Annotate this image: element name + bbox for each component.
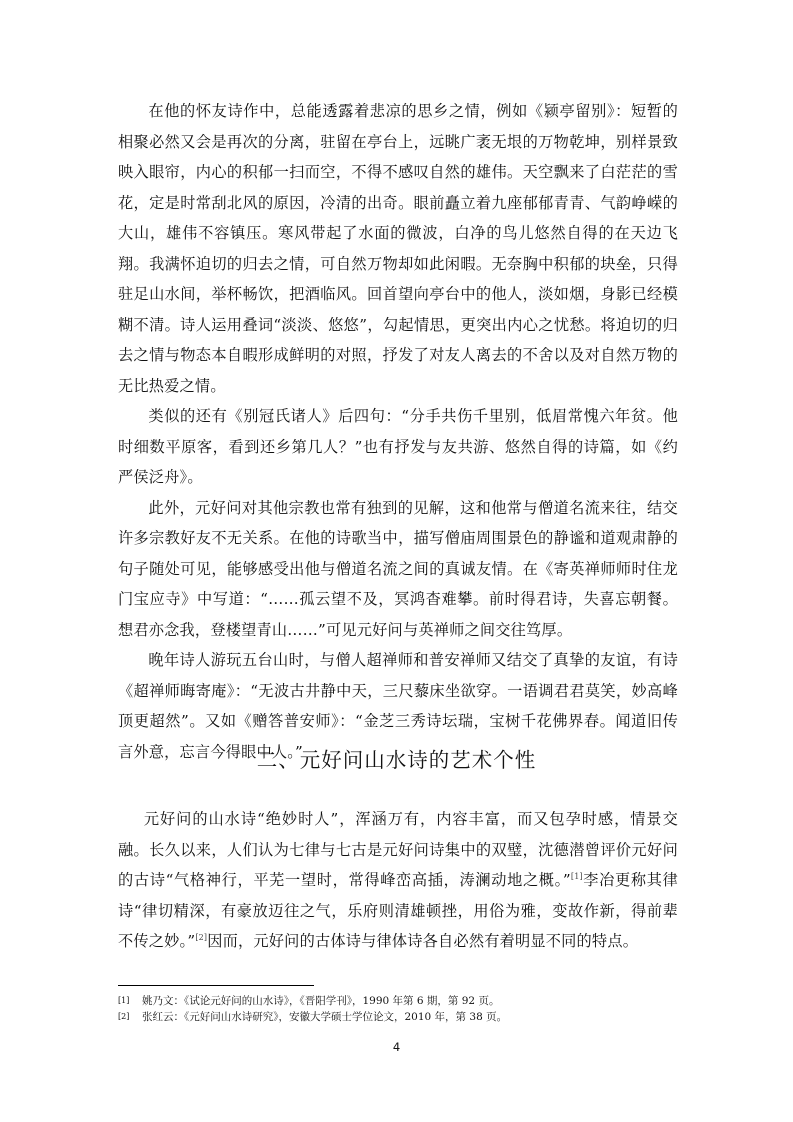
text-run-3: 因而，元好问的古体诗与律体诗各自必然有着明显不同的特点。 <box>207 932 639 950</box>
footnotes <box>118 993 678 1025</box>
footnote-mark: [2] <box>118 1012 130 1021</box>
footnote-ref-2[interactable]: [2] <box>195 933 208 942</box>
paragraph-religion: 此外，元好问对其他宗教也常有独到的见解，这和他常与僧道名流来往，结交许多宗教好友不无关系。在他的诗歌当中，描写僧庙周围景色的静谧和道观肃静的句子随处可见，能够感受出他与僧道名流之间的真诚友情。在《寄英禅师师时住龙门宝应寺》中写道：“……孤云望不及，冥鸿杳难攀。前时得君诗，失喜忘朝餐。想君亦念我，登楼望青山……”可见元好问与英禅师之间交往笃厚。 <box>118 498 678 639</box>
footnote-text: 张红云：《元好问山水诗研究》，安徽大学硕士学位论文，2010 年，第 38 页。 <box>142 1011 508 1023</box>
paragraph-wutaishan: 晚年诗人游玩五台山时，与僧人超禅师和普安禅师又结交了真挚的友谊，有诗《超禅师晦寄庵》：“无波古井静中天，三尺藜床坐欲穿。一语调君君莫笑，妙高峰顶更超然”。又如《赠答普安师》：“金芝三秀诗坛瑞，宝树千花佛界春。闻道旧传言外意，忘言今得眼中人。” <box>118 651 678 761</box>
paragraph-huaiyou: 在他的怀友诗作中，总能透露着悲凉的思乡之情，例如《颍亭留别》：短暂的相聚必然又会是再次的分离，驻留在亭台上，远眺广袤无垠的万物乾坤，别样景致映入眼帘，内心的积郁一扫而空，不得不感叹自然的雄伟。天空飘来了白茫茫的雪花，定是时常刮北风的原因，冷清的出奇。眼前矗立着九座郁郁青青、气韵峥嵘的大山，雄伟不容镇压。寒风带起了水面的微波，白净的鸟儿悠然自得的在天边飞翔。我满怀迫切的归去之情，可自然万物却如此闲暇。无奈胸中积郁的块垒，只得驻足山水间，举杯畅饮，把酒临风。回首望向亭台中的他人，淡如烟，身影已经模糊不清。诗人运用叠词“淡淡、悠悠”，勾起情思，更突出内心之忧愁。将迫切的归去之情与物态本自暇形成鲜明的对照，抒发了对友人离去的不舍以及对自然万物的无比热爱之情。 <box>118 102 678 395</box>
body-section-2 <box>118 804 678 957</box>
footnote-2 <box>118 1009 678 1025</box>
footnote-ref-1[interactable]: [1] <box>570 872 583 881</box>
text-run-2: 李冶更称其律诗“律切精深，有豪放迈往之气，乐府则清雄顿挫，用俗为雅，变故作新，得前辈不传之妙。” <box>118 871 678 950</box>
footnote-1 <box>118 993 678 1009</box>
text-run-1: 元好问的山水诗“绝妙时人”，浑涵万有，内容丰富，而又包孕时感，情景交融。长久以来，人们认为七律与七古是元好问诗集中的双璧，沈德潜曾评价元好问的古诗“气格神行，平芜一望时，常得峰峦高插，涛澜动地之概。” <box>118 810 678 889</box>
footnote-text: 姚乃文：《试论元好问的山水诗》，《晋阳学刊》，1990 年第 6 期，第 92 页。 <box>142 995 500 1007</box>
body-section-1 <box>118 96 678 767</box>
paragraph-art-style <box>118 804 678 957</box>
footnote-divider <box>118 985 314 986</box>
page-number: 4 <box>392 1040 401 1054</box>
section-heading: 二、元好问山水诗的艺术个性 <box>256 748 537 772</box>
paragraph-bieguanshi: 类似的还有《别冠氏诸人》后四句：“分手共伤千里别，低眉常愧六年贫。他时细数平原客，看到还乡第几人？”也有抒发与友共游、悠然自得的诗篇，如《约严侯泛舟》。 <box>118 407 678 486</box>
footnote-mark: [1] <box>118 996 130 1005</box>
